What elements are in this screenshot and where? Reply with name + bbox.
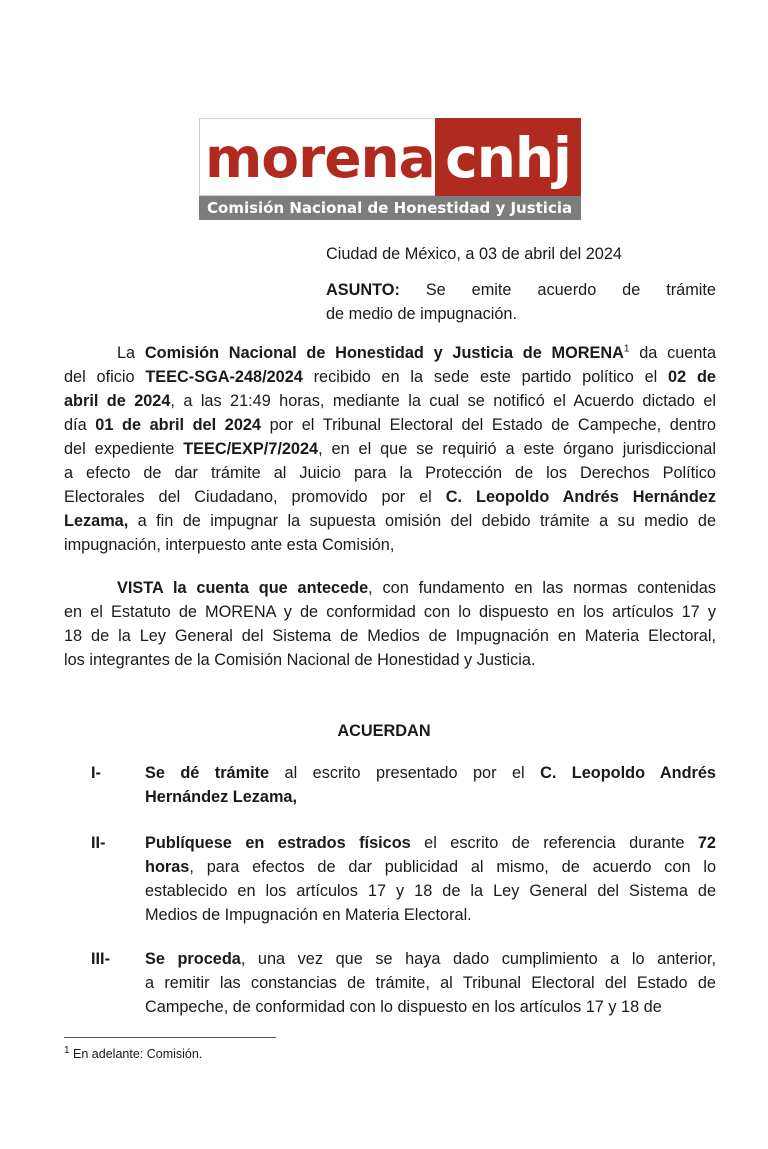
acuerdan-title: ACUERDAN <box>337 722 431 740</box>
bold-run: TEEC/EXP/7/2024 <box>183 440 319 458</box>
bold-run: Se proceda <box>145 950 241 968</box>
text-run: el escrito de referencia durante <box>410 834 698 852</box>
footnote-separator <box>64 1037 276 1038</box>
text-line <box>64 509 716 533</box>
acuerdo-item-3 <box>145 947 716 1019</box>
text-line <box>145 903 716 927</box>
text-line <box>64 600 716 624</box>
footnote-reference: 1 <box>623 343 630 355</box>
bold-run: TEEC-SGA-248/2024 <box>145 368 303 386</box>
text-line <box>64 365 716 389</box>
acuerdo-item-2 <box>145 831 716 927</box>
text-line <box>64 437 716 461</box>
item-number-1: I- <box>91 764 101 782</box>
logo-cnhj-box <box>435 118 581 196</box>
bold-run: C. Leopoldo Andrés <box>540 764 716 782</box>
text-run: día <box>64 416 96 434</box>
logo-subtitle: Comisión Nacional de Honestidad y Justicia <box>207 199 573 217</box>
text-run: establecido en los artículos 17 y 18 de la Ley General del Sistema de <box>145 882 716 900</box>
text-line <box>145 761 716 785</box>
bold-run: Lezama, <box>64 512 129 530</box>
text-line <box>145 785 716 809</box>
text-run: da cuenta <box>629 344 716 362</box>
acuerdo-item-1 <box>145 761 716 809</box>
asunto-block <box>326 278 716 326</box>
logo-morena-text: morena <box>205 126 435 190</box>
text-run: los integrantes de la Comisión Nacional de Honestidad y Justicia. <box>64 651 536 669</box>
text-run: recibido en la sede este partido político el <box>302 368 669 386</box>
footnote-mark: 1 <box>64 1044 70 1056</box>
bold-run: Publíquese en estrados físicos <box>145 834 411 852</box>
text-run: en el Estatuto de MORENA y de conformidad con lo dispuesto en los artículos 17 y <box>64 603 716 621</box>
text-line <box>145 971 716 995</box>
text-line <box>64 533 716 557</box>
text-run: Medios de Impugnación en Materia Electoral. <box>145 906 472 924</box>
text-run: Electorales del Ciudadano, promovido por el <box>64 488 446 506</box>
paragraph-cuenta <box>64 341 716 557</box>
asunto-line-1 <box>326 278 716 302</box>
text-line <box>64 624 716 648</box>
text-run: , para efectos de dar publicidad al mismo, de acuerdo con lo <box>189 858 716 876</box>
text-line <box>145 879 716 903</box>
text-line <box>145 855 716 879</box>
bold-run: 02 de <box>668 368 716 386</box>
text-run: , a las 21:49 horas, mediante la cual se notificó el Acuerdo dictado el <box>170 392 716 410</box>
asunto-label: ASUNTO: <box>326 281 400 299</box>
text-run: a fin de impugnar la supuesta omisión del debido trámite a su medio de <box>128 512 716 530</box>
logo-subtitle-bar <box>199 196 581 220</box>
date-line: Ciudad de México, a 03 de abril del 2024 <box>326 245 622 263</box>
text-run: , con fundamento en las normas contenidas <box>368 579 716 597</box>
text-line <box>64 485 716 509</box>
text-line <box>145 831 716 855</box>
text-run: del expediente <box>64 440 184 458</box>
text-run: La <box>117 344 145 362</box>
text-run: por el Tribunal Electoral del Estado de Campeche, dentro <box>260 416 716 434</box>
asunto-line-2: de medio de impugnación. <box>326 305 517 323</box>
bold-run: Comisión Nacional de Honestidad y Justicia de MORENA <box>144 344 624 362</box>
text-line <box>64 576 716 600</box>
text-run: , una vez que se haya dado cumplimiento a lo anterior, <box>240 950 716 968</box>
bold-run: Hernández Lezama, <box>145 788 298 806</box>
item-number-2: II- <box>91 834 106 852</box>
logo-cnhj-text: cnhj <box>445 126 571 190</box>
footnote-text: En adelante: Comisión. <box>73 1047 203 1061</box>
text-line <box>64 341 716 365</box>
text-run: a efecto de dar trámite al Juicio para la Protección de los Derechos Político <box>64 464 716 482</box>
bold-run: 01 de abril del 2024 <box>95 416 261 434</box>
paragraph-vista <box>64 576 716 672</box>
text-line <box>64 461 716 485</box>
bold-run: VISTA la cuenta que antecede <box>117 579 369 597</box>
text-run: del oficio <box>64 368 146 386</box>
cnhj-logo <box>199 118 581 220</box>
text-line <box>64 413 716 437</box>
item-number-3: III- <box>91 950 110 968</box>
text-line <box>64 648 716 672</box>
text-run: , en el que se requirió a este órgano jurisdiccional <box>318 440 716 458</box>
text-line <box>64 389 716 413</box>
bold-run: Se dé trámite <box>145 764 270 782</box>
bold-run: horas <box>145 858 190 876</box>
asunto-text-1: Se emite acuerdo de trámite <box>425 281 716 299</box>
text-run: a remitir las constancias de trámite, al Tribunal Electoral del Estado de <box>145 974 716 992</box>
text-run: Campeche, de conformidad con lo dispuesto en los artículos 17 y 18 de <box>145 998 662 1016</box>
text-run: al escrito presentado por el <box>269 764 541 782</box>
footnote <box>64 1045 202 1063</box>
text-line <box>145 947 716 971</box>
bold-run: C. Leopoldo Andrés Hernández <box>445 488 716 506</box>
text-run: 18 de la Ley General del Sistema de Medios de Impugnación en Materia Electoral, <box>64 627 716 645</box>
text-line <box>145 995 716 1019</box>
bold-run: abril de 2024 <box>64 392 171 410</box>
bold-run: 72 <box>697 834 716 852</box>
text-run: impugnación, interpuesto ante esta Comisión, <box>64 536 395 554</box>
